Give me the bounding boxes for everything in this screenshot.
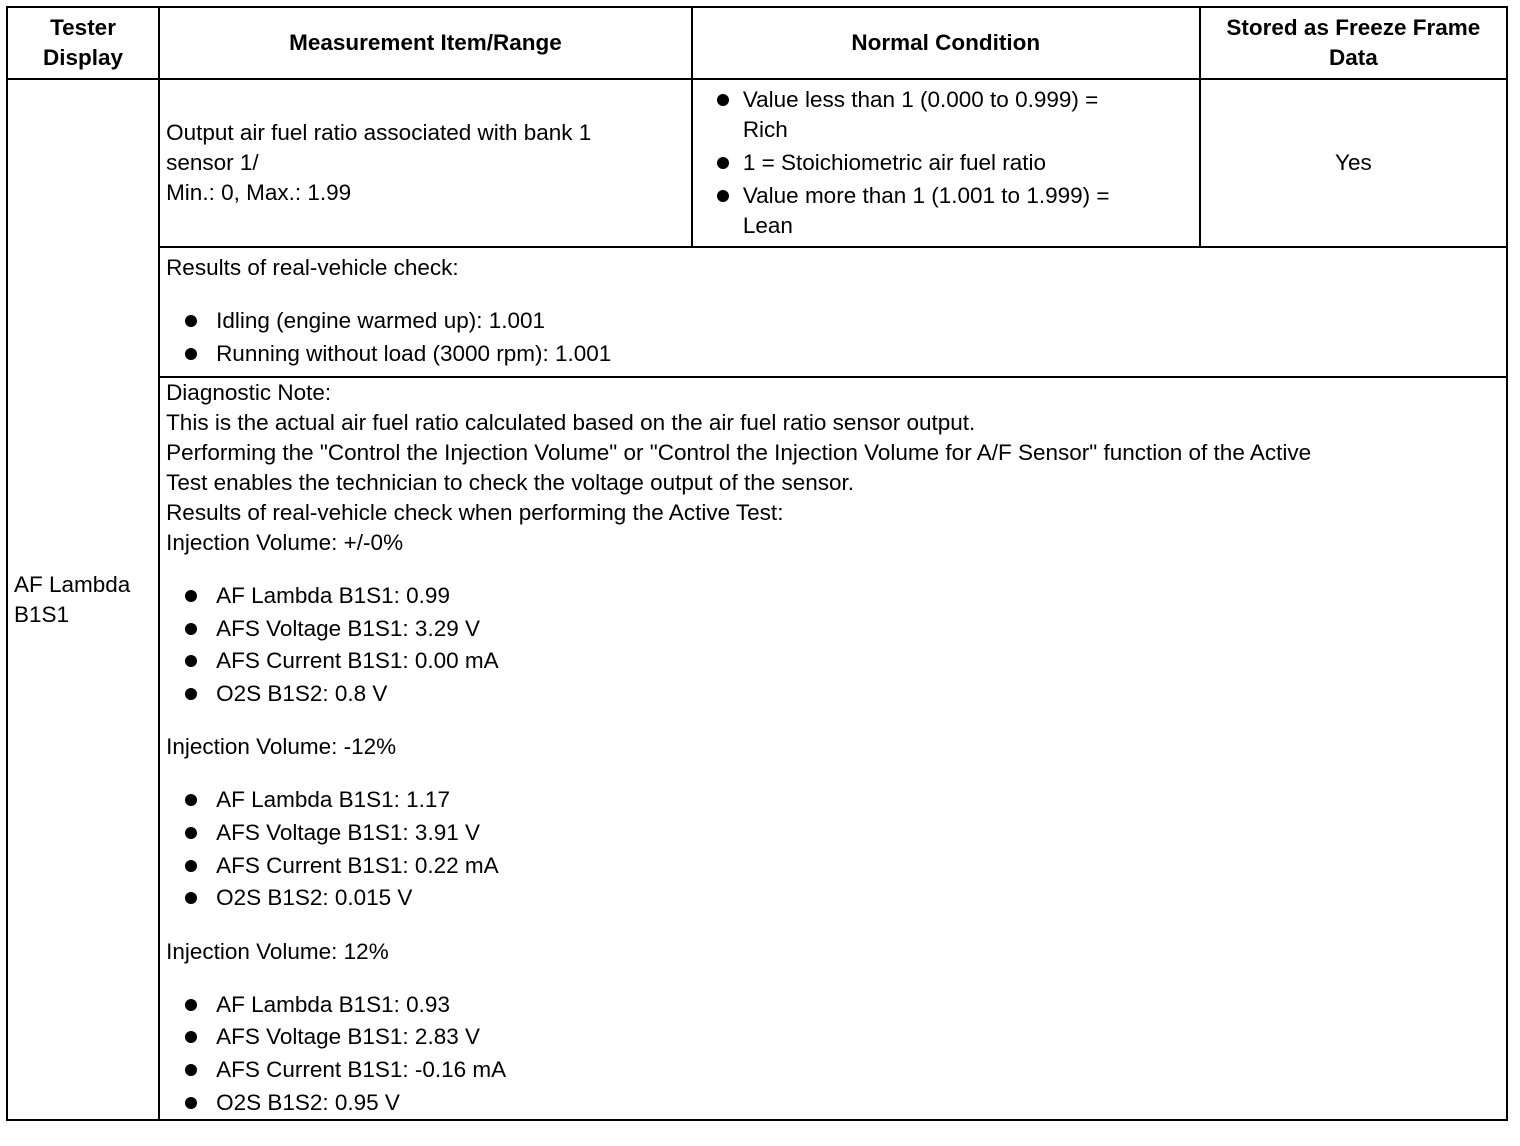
list-item: AFS Voltage B1S1: 3.91 V [166,817,1500,850]
header-tester-line-2: Display [43,45,124,70]
list-item: AFS Current B1S1: 0.00 mA [166,645,1500,678]
diagnostic-line: Test enables the technician to check the voltage output of the sensor. [166,470,855,495]
list-item: O2S B1S2: 0.95 V [166,1087,1500,1120]
tester-display-line-1: AF Lambda [14,571,131,597]
normal-condition-cell [692,79,1200,247]
header-freeze-frame [1200,7,1507,79]
header-tester-line-1: Tester [50,15,116,40]
diagnostic-cell [159,377,1507,1120]
list-item: Running without load (3000 rpm): 1.001 [166,338,1500,371]
tester-display-line-2: B1S1 [14,601,70,627]
condition-stoich: 1 = Stoichiometric air fuel ratio [742,150,1047,175]
real-check-title: Results of real-vehicle check: [166,255,459,281]
spacer [166,967,1500,989]
tester-display-cell [7,79,159,1120]
list-item: AF Lambda B1S1: 0.93 [166,989,1500,1022]
header-row [7,7,1507,79]
measurement-range: Min.: 0, Max.: 1.99 [166,180,352,205]
injection-volume-label: Injection Volume: -12% [166,734,397,760]
diagnostic-line: Results of real-vehicle check when performing the Active Test: [166,500,784,525]
list-item: AFS Voltage B1S1: 2.83 V [166,1021,1500,1054]
table-row [7,79,1507,247]
header-measurement: Measurement Item/Range [159,7,692,79]
condition-rich-line-2: Rich [742,117,788,142]
diagnostic-line: Performing the "Control the Injection Volume" or "Control the Injection Volume for A/F Sensor" function of the Active [166,440,1312,465]
diagnostic-row [7,377,1507,1120]
header-normal-condition: Normal Condition [692,7,1200,79]
spacer [166,762,1500,784]
injection-result-list [166,989,1500,1119]
list-item: O2S B1S2: 0.015 V [166,882,1500,915]
list-item: Idling (engine warmed up): 1.001 [166,305,1500,338]
list-item: AFS Current B1S1: 0.22 mA [166,850,1500,883]
diagnostic-line: This is the actual air fuel ratio calculated based on the air fuel ratio sensor output. [166,410,976,435]
header-freeze-line-1: Stored as Freeze Frame [1226,15,1481,40]
list-item [693,85,1193,145]
list-item: AFS Current B1S1: -0.16 mA [166,1054,1500,1087]
list-item [693,181,1193,241]
list-item: AF Lambda B1S1: 0.99 [166,580,1500,613]
spacer [166,915,1500,937]
measurement-cell [159,79,692,247]
measurement-line-2: sensor 1/ [166,150,259,175]
list-item: AF Lambda B1S1: 1.17 [166,784,1500,817]
list-item: O2S B1S2: 0.8 V [166,678,1500,711]
condition-lean-line-1: Value more than 1 (1.001 to 1.999) = [742,183,1110,208]
real-check-row [7,247,1507,377]
spacer [166,710,1500,732]
spacer [166,558,1500,580]
normal-condition-list [693,85,1193,241]
condition-lean-line-2: Lean [742,213,793,238]
spacer [166,283,1500,305]
condition-rich-line-1: Value less than 1 (0.000 to 0.999) = [742,87,1099,112]
data-list-table [6,6,1508,1121]
injection-result-list [166,580,1500,710]
freeze-frame-cell: Yes [1200,79,1507,247]
header-freeze-line-2: Data [1328,45,1378,70]
injection-volume-label: Injection Volume: +/-0% [166,530,404,555]
real-check-list [166,305,1500,370]
injection-volume-label: Injection Volume: 12% [166,938,389,964]
real-check-cell [159,247,1507,377]
diagnostic-note-heading: Diagnostic Note: [166,380,332,405]
injection-result-list [166,784,1500,914]
list-item: AFS Voltage B1S1: 3.29 V [166,613,1500,646]
measurement-line-1: Output air fuel ratio associated with bank 1 [166,120,592,145]
list-item [693,148,1193,178]
header-tester-display [7,7,159,79]
